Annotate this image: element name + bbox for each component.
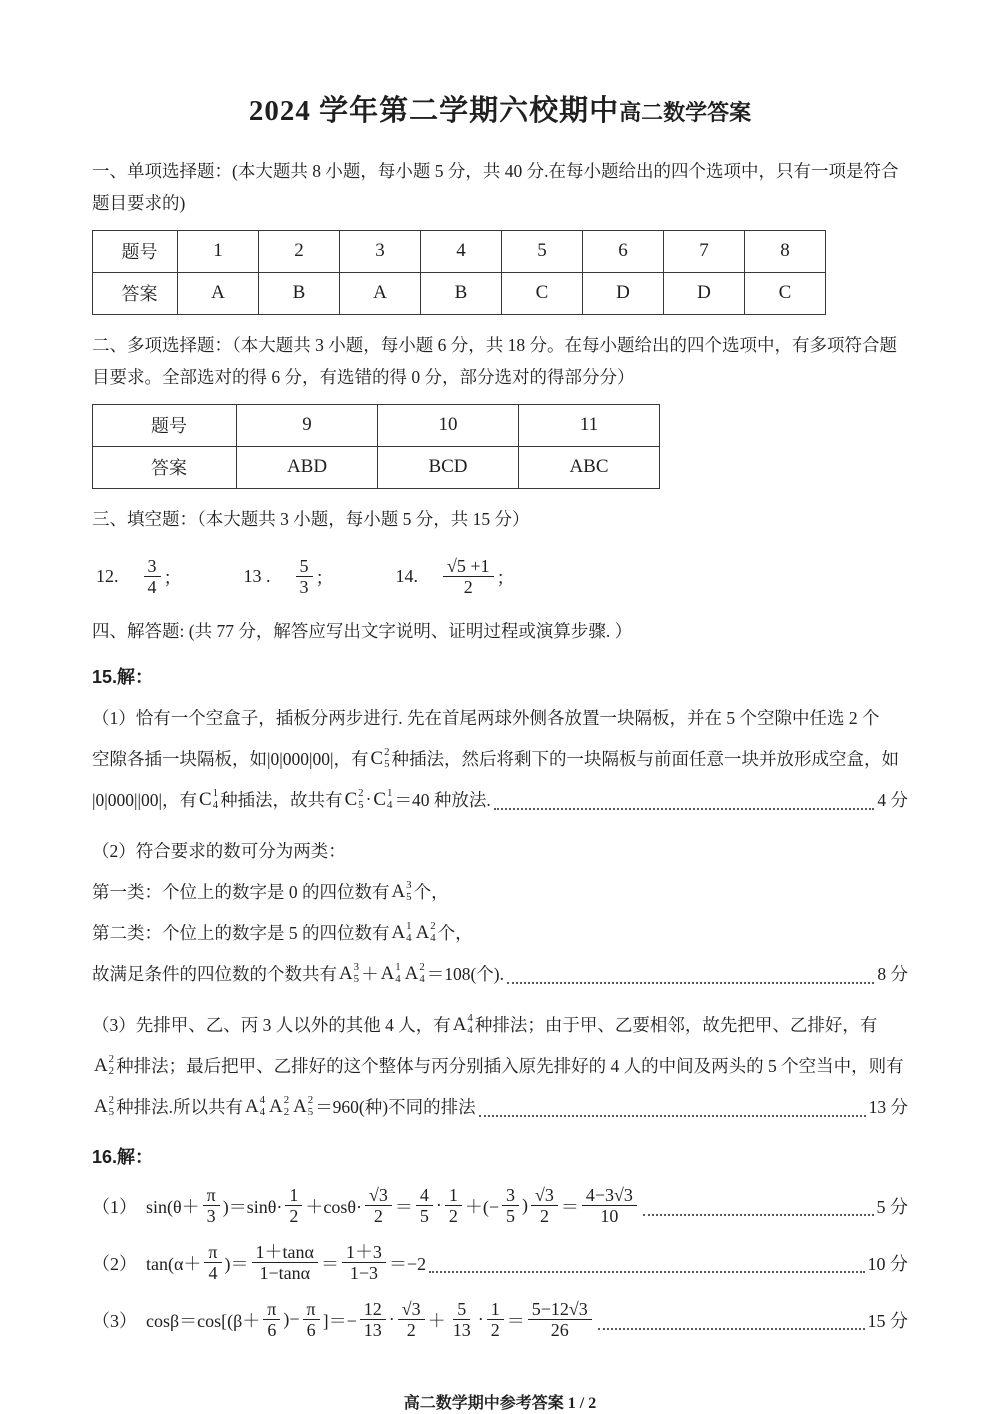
table-cell: 2 <box>259 230 340 272</box>
fill-in-answer-13 <box>244 556 334 598</box>
fill-in-value: $\frac{5}{3}$ ； <box>293 556 334 598</box>
solution-text: 故满足条件的四位数的个数共有 A 3 5 ＋ A 1 4 A 2 4 ＝108(个). <box>92 961 505 985</box>
table-row-question-numbers <box>93 230 826 272</box>
formula-line <box>92 1177 908 1234</box>
fill-in-label: 13 . <box>243 566 271 587</box>
table-cell: BCD <box>378 446 519 488</box>
table-cell-label: 答案 <box>93 272 178 314</box>
solution-line <box>92 953 908 994</box>
section4-heading: 四、解答题: (共 77 分，解答应写出文字说明、证明过程或演算步骤. ） <box>92 620 633 641</box>
dotted-leader <box>507 964 874 984</box>
solution-text: 第一类：个位上的数字是 0 的四位数有 A 3 5 个， <box>92 879 449 903</box>
table-cell: 8 <box>745 230 826 272</box>
score-label: 5 分 <box>876 1196 908 1217</box>
score-label: 10 分 <box>867 1253 908 1274</box>
table-cell: C <box>745 272 826 314</box>
table-cell: D <box>664 272 745 314</box>
solution-text: （1）恰有一个空盒子，插板分两步进行. 先在首尾两球外侧各放置一块隔板，并在 5 个空隙中任选 2 个 <box>92 708 880 729</box>
score-label: 13 分 <box>868 1097 908 1118</box>
dotted-leader <box>494 790 875 810</box>
fill-in-label: 14. <box>395 566 418 587</box>
formula-text: （2） tan(α＋ $\frac{\pi}{4}$ )＝ $\frac{1+\tan\alpha}{1-\tan\alpha}$ ＝ $\frac{1+3}{1-3}$ ＝−2 <box>92 1241 427 1284</box>
table-cell-label: 答案 <box>93 446 237 488</box>
dotted-leader <box>643 1195 874 1216</box>
dotted-leader <box>598 1309 865 1330</box>
solution-line <box>92 1086 908 1127</box>
solution-line <box>92 871 908 912</box>
solution-text: A 2 5 种排法.所以共有 A 4 4 A 2 2 A 2 5 ＝960(种)不同的排法 <box>94 1094 476 1118</box>
table-cell: D <box>583 272 664 314</box>
table-cell: 4 <box>421 230 502 272</box>
dotted-leader <box>429 1252 864 1273</box>
solution-line <box>92 912 908 953</box>
solution-text: |0|000||00|，有 C 1 4 种插法，故共有 C 2 5 · C 1 4 ＝40 种放法. <box>92 787 491 811</box>
formula-line <box>92 1234 908 1291</box>
table-cell: 9 <box>237 404 378 446</box>
fill-in-value: $\frac{√5 +1}{2}$ ； <box>440 556 515 598</box>
solution-line <box>92 830 908 871</box>
solution-line <box>92 697 908 738</box>
table-cell-label: 题号 <box>93 230 178 272</box>
single-choice-answer-table <box>92 230 826 315</box>
page-title <box>92 88 908 129</box>
solution-text: A 2 2 种排法；最后把甲、乙排好的这个整体与丙分别插入原先排好的 4 人的中间及两头的 5 个空当中，则有 <box>94 1053 904 1077</box>
score-label: 8 分 <box>877 964 908 985</box>
section3-heading: 三、填空题：（本大题共 3 小题，每小题 5 分，共 15 分） <box>92 508 530 529</box>
solution-text: （3）先排甲、乙、丙 3 人以外的其他 4 人，有 A 4 4 种排法；由于甲、乙要相邻，故先把甲、乙排好，有 <box>92 1012 878 1036</box>
table-cell: 1 <box>178 230 259 272</box>
title-main: 2024 学年第二学期六校期中 <box>248 95 620 127</box>
table-cell: C <box>502 272 583 314</box>
solution-text: 第二类：个位上的数字是 5 的四位数有 A 1 4 A 2 4 个， <box>92 920 473 944</box>
solution-text: （2）符合要求的数可分为两类： <box>92 841 346 862</box>
solution-line <box>92 1004 908 1045</box>
table-cell: 3 <box>340 230 421 272</box>
table-cell: 6 <box>583 230 664 272</box>
multi-choice-answer-table <box>92 404 660 489</box>
solution-line <box>92 779 908 820</box>
solution-line <box>92 738 908 779</box>
table-row-answers <box>93 272 826 314</box>
dotted-leader <box>479 1097 866 1117</box>
title-sub: 高二数学答案 <box>619 100 752 125</box>
solution-text: 空隙各插一块隔板，如|0|000|00|，有 C 2 5 种插法，然后将剩下的一块隔板与前面任意一块并放形成空盒，如 <box>92 746 900 770</box>
section1-heading: 一、单项选择题：(本大题共 8 小题，每小题 5 分，共 40 分.在每小题给出的四个选项中，只有一项是符合题目要求的) <box>92 161 899 214</box>
table-cell: B <box>421 272 502 314</box>
score-label: 15 分 <box>867 1310 908 1331</box>
formula-line <box>92 1291 908 1348</box>
table-cell: A <box>340 272 421 314</box>
table-cell: 11 <box>519 404 660 446</box>
question15-title: 15.解： <box>92 667 154 688</box>
table-cell: B <box>259 272 340 314</box>
formula-text: （1） sin(θ＋ $\frac{\pi}{3}$ )＝sinθ· $\frac{1}{2}$ ＋cosθ· $\frac{√3}{2}$ ＝ $\frac{4}{5}$ · $\frac{1}{2}$ ＋(− $\frac{3}{5}$ ) $\frac{√3}{2}$ ＝ $\frac{4-3√3}{10}$ <box>92 1185 640 1227</box>
formula-text: （3） cosβ＝cos[(β＋ $\frac{\pi}{6}$ )− $\frac{\pi}{6}$ ]＝− $\frac{12}{13}$ · $\frac{√3}{2}$ ＋ $\frac{5}{13}$ · $\frac{1}{2}$ ＝ $\frac{5-12√3}{26}$ <box>92 1299 595 1341</box>
table-row-question-numbers <box>93 404 660 446</box>
fill-in-answer-14 <box>396 556 515 598</box>
fill-in-label: 12. <box>96 566 119 587</box>
fill-in-value: $\frac{3}{4}$ ； <box>141 556 182 598</box>
score-label: 4 分 <box>877 790 908 811</box>
table-cell: 7 <box>664 230 745 272</box>
page-footer: 高二数学期中参考答案 1 / 2 <box>403 1395 597 1413</box>
table-cell: ABC <box>519 446 660 488</box>
table-cell: 10 <box>378 404 519 446</box>
table-row-answers <box>93 446 660 488</box>
question16-title: 16.解： <box>92 1147 154 1168</box>
section2-heading: 二、多项选择题：（本大题共 3 小题，每小题 6 分，共 18 分。在每小题给出的四个选项中，有多项符合题目要求。全部选对的得 6 分，有选错的得 0 分，部分选对的得部分分） <box>92 334 897 388</box>
table-cell: ABD <box>237 446 378 488</box>
solution-line <box>92 1045 908 1086</box>
table-cell-label: 题号 <box>93 404 237 446</box>
fill-in-answers-row <box>96 545 908 609</box>
table-cell: 5 <box>502 230 583 272</box>
fill-in-answer-12 <box>96 556 182 598</box>
table-cell: A <box>178 272 259 314</box>
